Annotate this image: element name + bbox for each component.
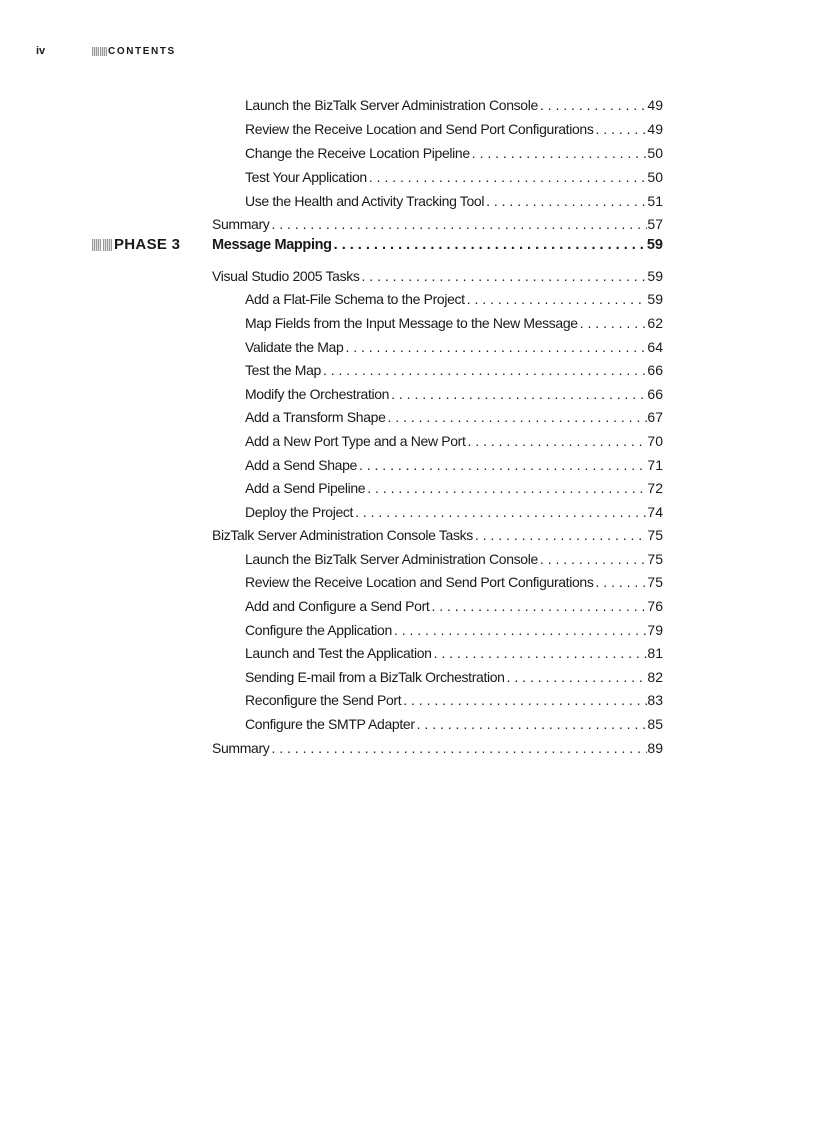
toc-phase-title[interactable] [212, 237, 663, 257]
toc-entry-title: Visual Studio 2005 Tasks [212, 268, 360, 284]
toc-entry-summary[interactable] [212, 740, 663, 760]
dot-leader [484, 193, 647, 209]
toc-entry-title: Summary [212, 216, 270, 232]
toc-page-number: 82 [647, 669, 663, 685]
toc-entry[interactable] [245, 716, 663, 736]
dot-leader [321, 362, 647, 378]
dot-leader [269, 740, 647, 756]
toc-page-number: 51 [647, 193, 663, 209]
toc-entry-title: Reconfigure the Send Port [245, 692, 402, 708]
toc-entry[interactable] [245, 645, 663, 665]
toc-entry[interactable] [245, 121, 663, 141]
toc-page-number: 75 [647, 551, 663, 567]
dot-leader [360, 268, 648, 284]
dot-leader [367, 169, 648, 185]
toc-entry[interactable] [245, 669, 663, 689]
toc-entry-title: Add a Transform Shape [245, 409, 386, 425]
toc-entry-section[interactable] [212, 268, 663, 288]
toc-page-number: 59 [647, 291, 663, 307]
toc-entry[interactable] [245, 551, 663, 571]
toc-page-number: 70 [647, 433, 663, 449]
toc-entry-section[interactable] [212, 527, 663, 547]
shade-bar-icon [92, 239, 101, 251]
phase-label [92, 236, 180, 253]
toc-page-number: 66 [647, 386, 663, 402]
toc-page-number: 85 [647, 716, 663, 732]
dot-leader [269, 216, 647, 232]
dot-leader [578, 315, 648, 331]
dot-leader [332, 237, 647, 253]
toc-page-number: 74 [647, 504, 663, 520]
dot-leader [365, 480, 647, 496]
toc-entry-title: Review the Receive Location and Send Port Configurations [245, 121, 594, 137]
dot-leader [389, 386, 647, 402]
toc-entry[interactable] [245, 574, 663, 594]
toc-entry-title: Message Mapping [212, 237, 332, 253]
dot-leader [538, 97, 648, 113]
toc-page-number: 76 [647, 598, 663, 614]
running-head [36, 44, 176, 58]
dot-leader [392, 622, 648, 638]
toc-entry-title: Use the Health and Activity Tracking Tool [245, 193, 485, 209]
toc-entry[interactable] [245, 386, 663, 406]
toc-entry-title: Sending E-mail from a BizTalk Orchestration [245, 669, 505, 685]
toc-entry-title: Change the Receive Location Pipeline [245, 145, 470, 161]
toc-page-number: 50 [647, 169, 663, 185]
dot-leader [505, 669, 648, 685]
toc-entry[interactable] [245, 409, 663, 429]
dot-leader [538, 551, 648, 567]
toc-page-number: 72 [647, 480, 663, 496]
toc-page-number: 81 [647, 645, 663, 661]
toc-entry[interactable] [245, 362, 663, 382]
toc-entry-summary[interactable] [212, 216, 663, 236]
dot-leader [343, 339, 647, 355]
toc-page-number: 59 [647, 268, 663, 284]
dot-leader [415, 716, 648, 732]
toc-page-number: 75 [647, 574, 663, 590]
toc-page-number: 62 [647, 315, 663, 331]
toc-entry-title: Add a New Port Type and a New Port [245, 433, 466, 449]
toc-entry[interactable] [245, 97, 663, 117]
toc-entry-title: Map Fields from the Input Message to the New Message [245, 315, 578, 331]
toc-entry-title: Launch and Test the Application [245, 645, 432, 661]
dot-leader [401, 692, 647, 708]
toc-entry[interactable] [245, 169, 663, 189]
toc-entry-title: Deploy the Project [245, 504, 354, 520]
toc-entry[interactable] [245, 504, 663, 524]
toc-page-number: 49 [647, 121, 663, 137]
toc-entry-title: Configure the SMTP Adapter [245, 716, 415, 732]
dot-leader [470, 145, 648, 161]
toc-entry-title: Launch the BizTalk Server Administration Console [245, 551, 538, 567]
toc-entry-title: Test Your Application [245, 169, 367, 185]
dot-leader [353, 504, 647, 520]
toc-entry[interactable] [245, 598, 663, 618]
toc-entry-title: BizTalk Server Administration Console Tasks [212, 527, 473, 543]
toc-page-number: 59 [646, 237, 663, 253]
toc-entry[interactable] [245, 433, 663, 453]
toc-entry-title: Test the Map [245, 362, 321, 378]
toc-page-number: 79 [647, 622, 663, 638]
toc-entry-title: Add and Configure a Send Port [245, 598, 430, 614]
toc-entry-title: Summary [212, 740, 270, 756]
dot-leader [429, 598, 647, 614]
phase-number: PHASE 3 [114, 236, 181, 253]
toc-entry[interactable] [245, 622, 663, 642]
toc-entry[interactable] [245, 315, 663, 335]
dot-leader [594, 121, 648, 137]
toc-entry-title: Add a Flat-File Schema to the Project [245, 291, 465, 307]
toc-entry-title: Add a Send Pipeline [245, 480, 366, 496]
dot-leader [465, 291, 648, 307]
toc-page-number: 50 [647, 145, 663, 161]
toc-entry-title: Launch the BizTalk Server Administration Console [245, 97, 538, 113]
dot-leader [473, 527, 648, 543]
toc-entry[interactable] [245, 291, 663, 311]
dot-leader [594, 574, 648, 590]
toc-page-number: 83 [647, 692, 663, 708]
toc-entry[interactable] [245, 339, 663, 359]
shade-bar-icon [100, 47, 107, 56]
toc-page-number: 89 [647, 740, 663, 756]
page-folio: iv [36, 45, 46, 57]
toc-entry[interactable] [245, 457, 663, 477]
toc-entry-title: Validate the Map [245, 339, 344, 355]
dot-leader [386, 409, 648, 425]
toc-entry-title: Add a Send Shape [245, 457, 357, 473]
toc-page-number: 67 [647, 409, 663, 425]
toc-page-number: 75 [647, 527, 663, 543]
dot-leader [357, 457, 647, 473]
toc-entry-title: Configure the Application [245, 622, 392, 638]
toc-page-number: 57 [647, 216, 663, 232]
section-heading: CONTENTS [108, 45, 176, 57]
dot-leader [432, 645, 648, 661]
toc-entry[interactable] [245, 692, 663, 712]
dot-leader [466, 433, 648, 449]
toc-page-number: 71 [647, 457, 663, 473]
toc-page-number: 66 [647, 362, 663, 378]
toc-page-number: 49 [647, 97, 663, 113]
shade-bar-icon [92, 47, 99, 56]
toc-entry[interactable] [245, 145, 663, 165]
toc-page-number: 64 [647, 339, 663, 355]
toc-entry-title: Modify the Orchestration [245, 386, 390, 402]
toc-entry[interactable] [245, 193, 663, 213]
toc-entry[interactable] [245, 480, 663, 500]
toc-entry-title: Review the Receive Location and Send Port Configurations [245, 574, 594, 590]
shade-bar-icon [103, 239, 112, 251]
